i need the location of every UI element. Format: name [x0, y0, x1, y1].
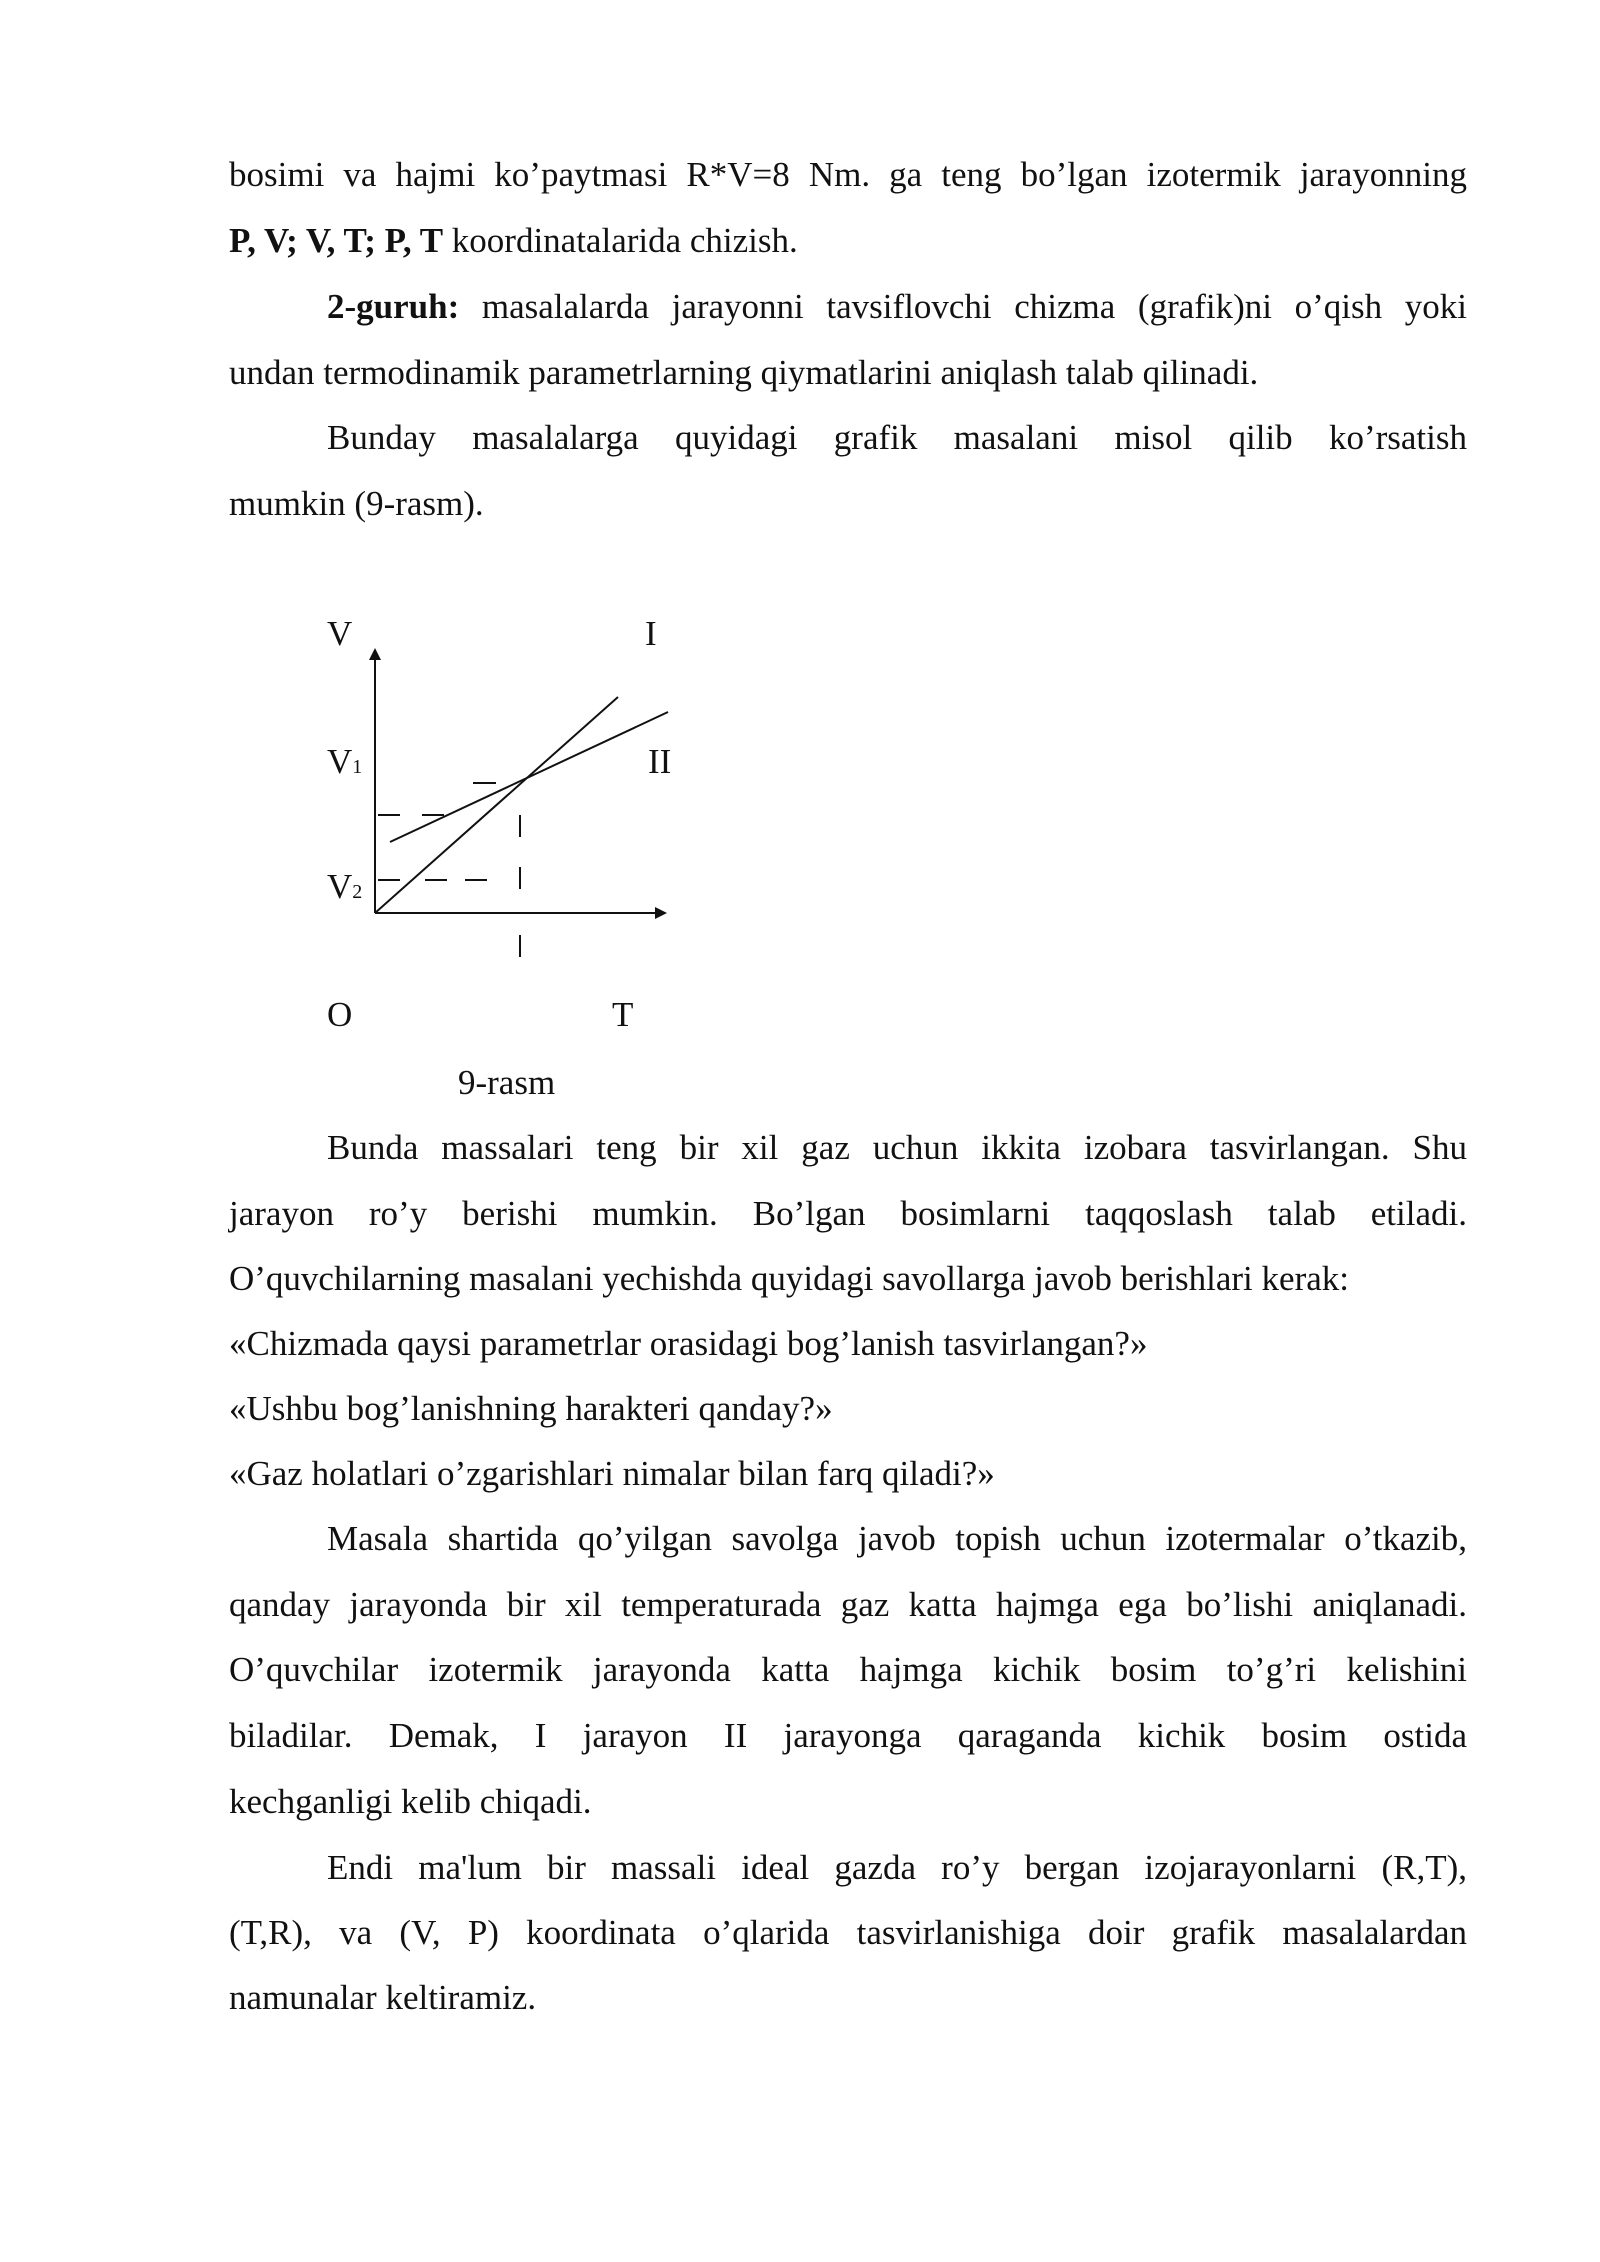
- paragraph-1-line-2-rest: koordinatalarida chizish.: [443, 221, 798, 260]
- question-2: «Ushbu bog’lanishning harakteri qanday?»: [229, 1389, 833, 1428]
- v2-label: [327, 867, 362, 912]
- paragraph-5-line-1: Masala shartida qo’yilgan savolga javob topish uchun izotermalar o’tkazib,: [327, 1519, 1467, 1558]
- paragraph-5-line-4: biladilar. Demak, I jarayon II jarayonga qaraganda kichik bosim ostida: [229, 1716, 1467, 1755]
- paragraph-4-line-3: O’quvchilarning masalani yechishda quyidagi savollarga javob berishlari kerak:: [229, 1259, 1349, 1298]
- paragraph-5-line-5: kechganligi kelib chiqadi.: [229, 1782, 592, 1821]
- v1-subscript: 1: [352, 756, 363, 778]
- figure-caption: 9-rasm: [458, 1063, 556, 1102]
- paragraph-2-line-2: undan termodinamik parametrlarning qiymatlarini aniqlash talab qilinadi.: [229, 353, 1259, 392]
- coordinates-bold: P, V; V, T; P, T: [229, 221, 444, 260]
- origin-label: O: [327, 995, 353, 1034]
- paragraph-1-line-1: bosimi va hajmi ko’paytmasi R*V=8 Nm. ga teng bo’lgan izotermik jarayonning: [229, 155, 1467, 194]
- paragraph-4-line-1: Bunda massalari teng bir xil gaz uchun ikkita izobara tasvirlangan. Shu: [327, 1128, 1467, 1167]
- line-I-label: I: [645, 614, 657, 653]
- paragraph-4-line-2: jarayon ro’y berishi mumkin. Bo’lgan bosimlarni taqqoslash talab etiladi.: [229, 1194, 1467, 1233]
- paragraph-3-line-2: mumkin (9-rasm).: [229, 484, 484, 523]
- v2-subscript: 2: [352, 881, 363, 903]
- paragraph-6-line-2: (T,R), va (V, P) koordinata o’qlarida tasvirlanishiga doir grafik masalalardan: [229, 1913, 1467, 1952]
- paragraph-3-line-1: Bunday masalalarga quyidagi grafik masalani misol qilib ko’rsatish: [327, 418, 1467, 457]
- group-2-heading: 2-guruh:: [327, 287, 460, 326]
- isobar-line-I: [375, 697, 618, 913]
- paragraph-6-line-3: namunalar keltiramiz.: [229, 1978, 537, 2017]
- dashed-guides: [378, 783, 520, 957]
- question-3: «Gaz holatlari o’zgarishlari nimalar bilan farq qiladi?»: [229, 1454, 995, 1493]
- paragraph-6-line-1: Endi ma'lum bir massali ideal gazda ro’y bergan izojarayonlarni (R,T),: [327, 1848, 1467, 1887]
- v2-symbol: V: [327, 867, 353, 906]
- t-axis-label: T: [612, 995, 634, 1034]
- v1-symbol: V: [327, 742, 353, 781]
- figure-9-diagram: [0, 0, 1600, 1100]
- paragraph-5-line-3: O’quvchilar izotermik jarayonda katta hajmga kichik bosim to’g’ri kelishini: [229, 1650, 1467, 1689]
- paragraph-5-line-2: qanday jarayonda bir xil temperaturada gaz katta hajmga ega bo’lishi aniqlanadi.: [229, 1585, 1467, 1624]
- question-1: «Chizmada qaysi parametrlar orasidagi bog’lanish tasvirlangan?»: [229, 1324, 1148, 1363]
- paragraph-2-line-1-rest: masalalarda jarayonni tavsiflovchi chizma (grafik)ni o’qish yoki: [459, 287, 1467, 326]
- line-II-label: II: [648, 742, 672, 781]
- v1-label: [327, 742, 362, 787]
- v-axis-label: V: [327, 614, 353, 653]
- isobar-line-II: [390, 712, 668, 842]
